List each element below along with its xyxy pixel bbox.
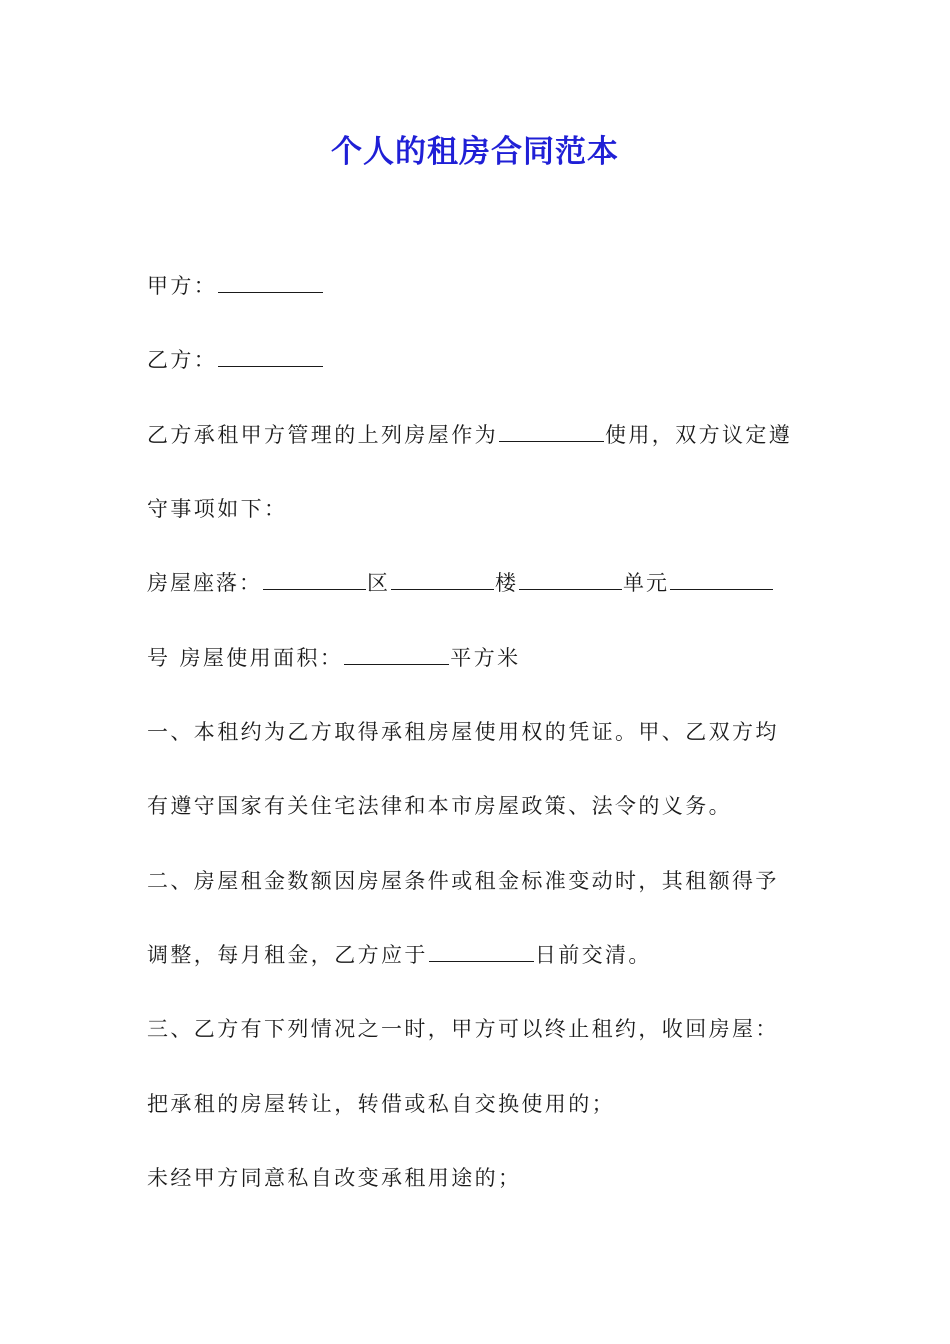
unit-label: 单元 (623, 571, 669, 595)
location-blank-3 (519, 567, 622, 590)
clause-3-item-1: 把承租的房屋转让，转借或私自交换使用的； (147, 1092, 615, 1116)
party-a-line (147, 270, 324, 302)
party-b-line (147, 344, 324, 376)
location-blank-1 (263, 567, 366, 590)
clause-3-item-2: 未经甲方同意私自改变承租用途的； (147, 1166, 522, 1190)
document-title: 个人的租房合同范本 (331, 134, 619, 170)
payment-day-blank (429, 939, 534, 962)
party-b-label: 乙方： (147, 348, 218, 372)
district-label: 区 (367, 571, 390, 595)
intro-text-2: 使用，双方议定遵 (605, 423, 793, 447)
clause-3-line-1: 三、乙方有下列情况之一时，甲方可以终止租约，收回房屋： (147, 1017, 779, 1041)
usage-blank (499, 419, 604, 442)
area-label: 房屋使用面积： (179, 646, 344, 670)
number-label: 号 (147, 646, 171, 670)
location-blank-2 (391, 567, 494, 590)
intro-text-3: 守事项如下： (147, 497, 288, 521)
location-label: 房屋座落： (147, 571, 262, 595)
clause-2-text-2: 日前交清。 (534, 943, 652, 967)
clause-1-line-2: 有遵守国家有关住宅法律和本市房屋政策、法令的义务。 (147, 794, 732, 818)
area-unit: 平方米 (450, 646, 521, 670)
location-blank-4 (670, 567, 773, 590)
building-label: 楼 (495, 571, 518, 595)
party-b-blank (218, 344, 323, 367)
location-line (147, 567, 774, 599)
clause-2-line-1: 二、房屋租金数额因房屋条件或租金标准变动时，其租额得予 (147, 869, 779, 893)
clause-1-line-1: 一、本租约为乙方取得承租房屋使用权的凭证。甲、乙双方均 (147, 720, 779, 744)
intro-text-1: 乙方承租甲方管理的上列房屋作为 (147, 423, 498, 447)
area-blank (344, 642, 449, 665)
party-a-label: 甲方： (147, 274, 218, 298)
intro-line-1 (147, 419, 792, 451)
party-a-blank (218, 270, 323, 293)
clause-2-line-2 (147, 939, 652, 971)
area-line (147, 642, 521, 674)
clause-2-text-1: 调整，每月租金，乙方应于 (147, 943, 428, 967)
intro-line-2 (147, 493, 287, 525)
